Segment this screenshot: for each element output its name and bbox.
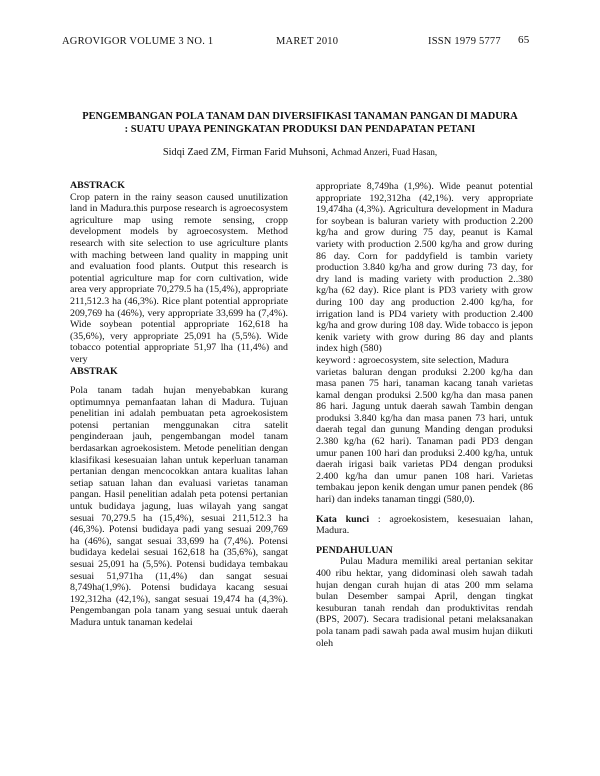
paper-title (64, 110, 536, 136)
authors-others: Achmad Anzeri, Fuad Hasan, (330, 147, 438, 157)
spacer (70, 377, 288, 385)
journal-name: AGROVIGOR VOLUME 3 NO. 1 (62, 36, 214, 47)
spacer (316, 506, 533, 514)
title-line-1: PENGEMBANGAN POLA TANAM DAN DIVERSIFIKASI TANAMAN PANGAN DI MADURA (82, 111, 518, 122)
issue-date: MARET 2010 (276, 36, 339, 47)
abstract-id-text-part1: Pola tanam tadah hujan menyebabkan kurang optimumnya pemanfaatan lahan di Madura. Tujuan penelitian ini adalah pembuatan peta agroekosistem potensi pertanian menggunakan citra satelit penginderaan jauh, pengembangan model tanam berdasarkan agroekosistem. Metode penelitian dengan klasifikasi kesesuaian lahan untuk keperluan tanaman pertanian dengan mencocokkan antara kualitas lahan setiap satuan lahan dan evaluasi varietas tanaman pangan. Hasil penelitian adalah peta potensi pertanian untuk budidaya jagung, luas wilayah yang sangat sesuai 70,279.5 ha (15,4%), sesuai 211,512.3 ha (46,3%). Potensi budidaya padi yang sesuai 209,769 ha (46%), sangat sesuai 33,699 ha (7,4%). Potensi budidaya kedelai sesuai 162,618 ha (35,6%), sangat sesuai 25,091 ha (5,5%). Potensi budidaya tembakau sesuai 51,971ha (11,4%) dan sangat sesuai 8,749ha(1,9%). Potensi budidaya kacang sesuai 192,312ha (42,1%), sangat sesuai 19,474 ha (4,3%). Pengembangan pola tanam yang sesuai untuk daerah Madura untuk tanaman kedelai (70, 385, 288, 628)
abstract-id-keywords (316, 514, 533, 537)
page-number: 65 (518, 34, 530, 46)
keywords-label: Kata kunci (316, 513, 370, 525)
abstract-en-keywords: keyword : agroecosystem, site selection, Madura (316, 354, 509, 366)
abstract-en-text-part2: appropriate 8,749ha (1,9%). Wide peanut potential appropriate 192,312ha (42,1%). very appropriate 19,474ha (4,3%). Agricultura development in Madura for soybean is baluran variety with production 2.200 kg/ha and grow during 75 day, peanut is Kamal variety with production 2.500 kg/ha and grow during 86 day. Corn for paddyfield is tambin variety production 3.840 kg/ha and grow during 73 day, for dry land is mading variety with production 2..380 kg/ha (62 day). Rice plant is PD3 variety with grow during 100 day ang production 2.400 kg/ha, for irrigation land is PD4 variety with production 2.400 kg/ha and grow during 108 day. Wide tobacco is jepon kenik variety with grow during 86 day and plants index high (580) (316, 181, 533, 355)
spacer (316, 537, 533, 545)
title-line-2: : SUATU UPAYA PENINGKATAN PRODUKSI DAN PENDAPATAN PETANI (124, 124, 476, 135)
keywords-text: : agroekosistem, kesesuaian lahan, Madura. (316, 513, 533, 537)
left-column (70, 180, 288, 629)
right-column (316, 181, 533, 649)
authors-main: Sidqi Zaed ZM, Firman Farid Muhsoni, (162, 147, 329, 158)
intro-text: Pulau Madura memiliki areal pertanian sekitar 400 ribu hektar, yang didominasi oleh sawah tadah hujan dengan curah hujan di atas 200 mm selama bulan Desember sampai April, dengan tingkat kesuburan tanah rendah dan produktivitas rendah (BPS, 2007). Secara tradisional petani melaksanakan pola tanam padi sawah pada awal musim hujan diikuti oleh (316, 556, 533, 649)
abstract-id-heading: ABSTRAK (70, 365, 118, 377)
issn: ISSN 1979 5777 (428, 36, 501, 47)
abstract-en-heading: ABSTRACK (70, 180, 125, 191)
abstract-en-text-part1: Crop patern in the rainy season caused unutilization land in Madura.this purpose research is agroecosystem agriculture map using remote sensing, cropp development models by agroecosystem. Method research with site selection to use agriculture plants with maching between land quality in mapping unit and evaluation food plants. Output this research is potential agriculture map for corn cultivation, wide area very appropriate 70,279.5 ha (15,4%), appropriate 211,512.3 ha (46,3%). Rice plant potential appropriate 209,769 ha (46%), very appropriate 33,699 ha (7,4%). Wide soybean potential appropriate 162,618 ha (35,6%), very appropriate 25,091 ha (5,5%). Wide tobacco potential appropriate 51,97 lha (11,4%) and very (70, 191, 288, 365)
abstract-id-text-part2: varietas baluran dengan produksi 2.200 kg/ha dan masa panen 75 hari, tanaman kacang tanah varietas kamal dengan produksi 2.500 kg/ha dan masa panen 86 hari. Jagung untuk daerah sawah Tambin dengan produksi 3.840 kg/ha dan masa panen 73 hari, untuk daerah tegal dan gunung Manding dengan produksi 2.380 kg/ha (62 hari). Tanaman padi PD3 dengan umur panen 100 hari dan produksi 2.400 kg/ha, untuk daerah irigasi baik varietas PD4 dengan produksi 2.400 kg/ha dan umur panen 108 hari. Varietas tembakau jepon kenik dengan umur panen pendek (86 hari) dan indeks tanaman tinggi (580,0). (316, 366, 533, 506)
author-list (64, 147, 536, 158)
intro-heading: PENDAHULUAN (316, 544, 393, 556)
